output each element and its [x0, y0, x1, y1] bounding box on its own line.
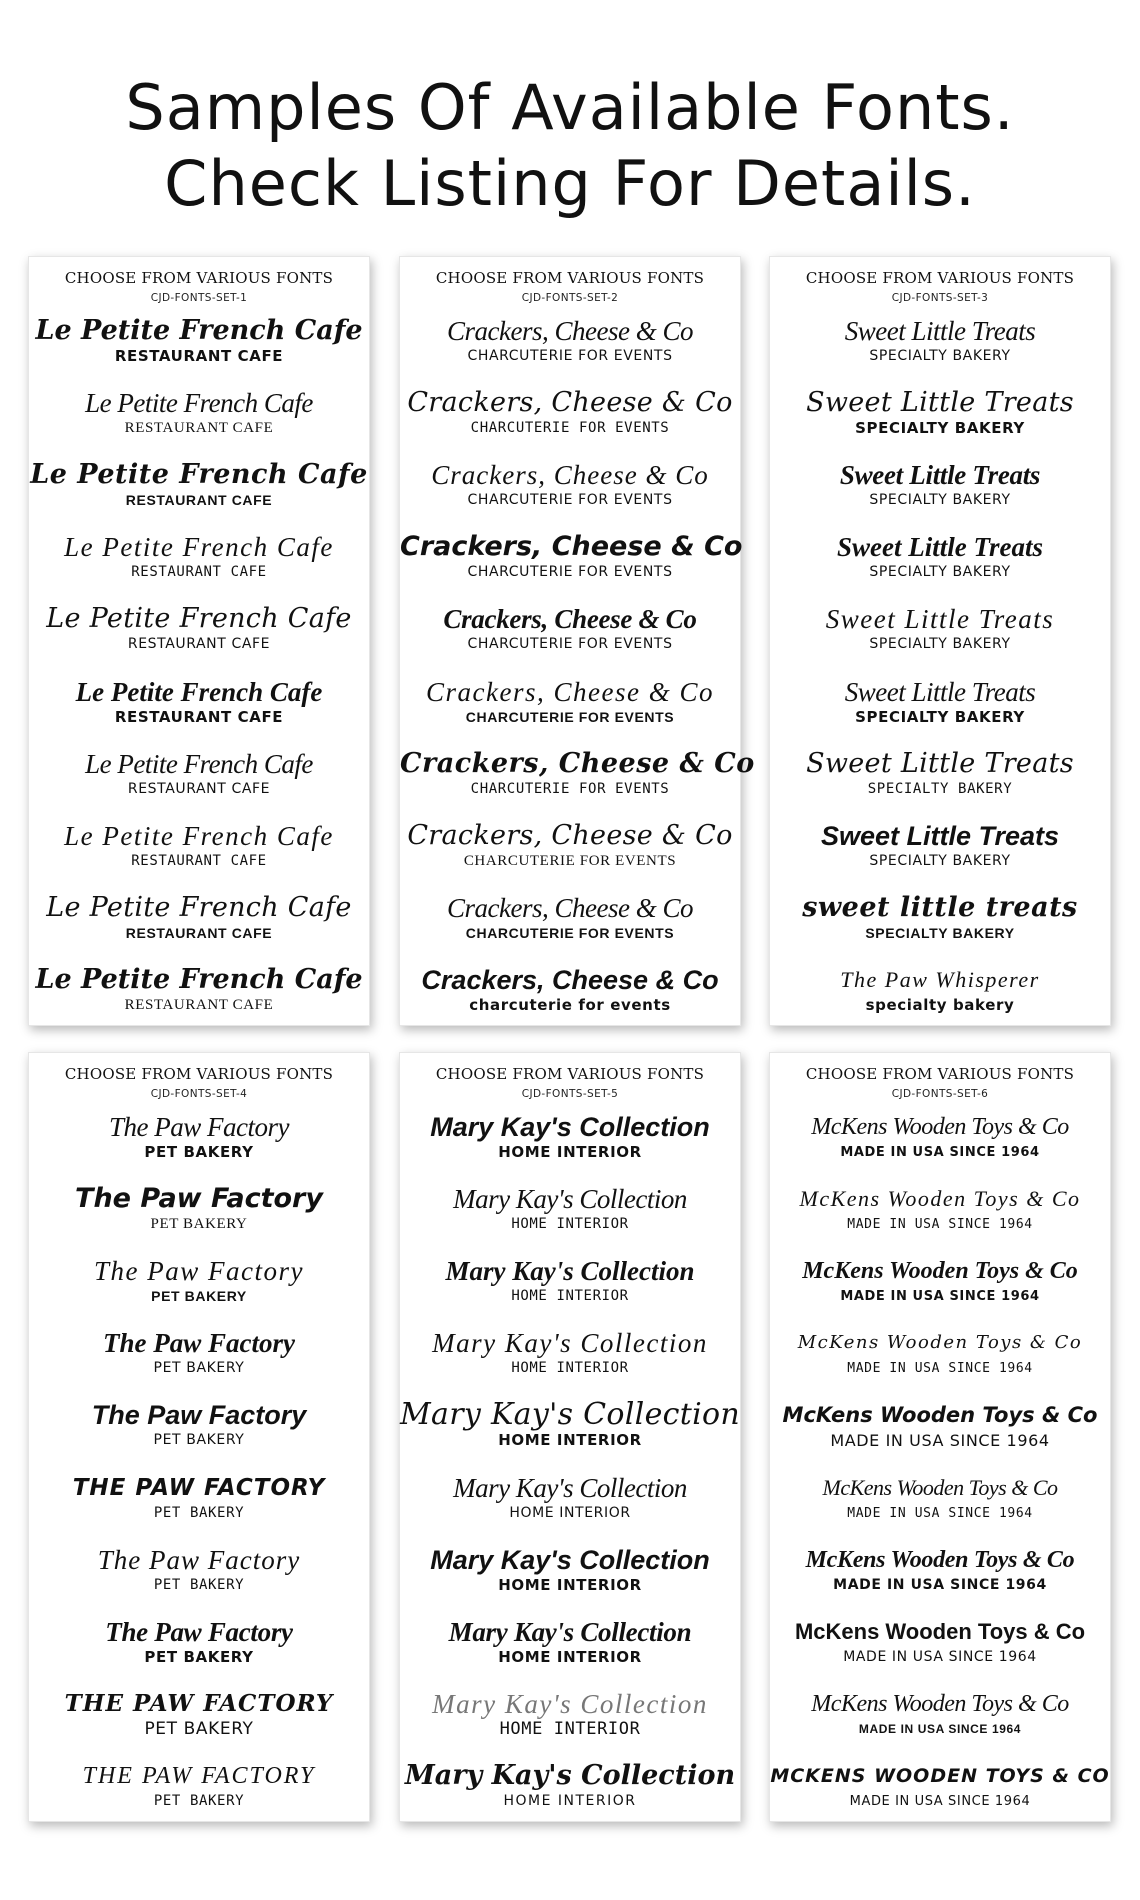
- font-sample: [400, 1760, 740, 1811]
- font-sample: [400, 1688, 740, 1739]
- sample-name: THE PAW FACTORY: [72, 1474, 326, 1501]
- font-set-card-6: [769, 1052, 1111, 1822]
- sample-tagline: SPECIALTY BAKERY: [869, 348, 1011, 364]
- font-sample: [770, 892, 1110, 943]
- card-heading: CHOOSE FROM VARIOUS FONTS: [64, 1065, 334, 1083]
- sample-tagline: RESTAURANT CAFE: [124, 996, 274, 1013]
- font-sample: [770, 1760, 1110, 1811]
- font-sample: [770, 1399, 1110, 1450]
- font-sample: [29, 315, 369, 366]
- font-sample: [29, 1111, 369, 1162]
- sample-name: McKens Wooden Toys & Co: [799, 1186, 1081, 1212]
- sample-tagline: SPECIALTY BAKERY: [869, 564, 1011, 581]
- sample-tagline: MADE IN USA SINCE 1964: [858, 1721, 1022, 1736]
- sample-tagline: MADE IN USA SINCE 1964: [847, 1361, 1033, 1377]
- sample-tagline: specialty bakery: [865, 995, 1015, 1014]
- font-sample: [770, 1255, 1110, 1306]
- sample-name: Sweet Little Treats: [825, 604, 1055, 635]
- font-sample-list: [400, 1111, 740, 1811]
- sample-tagline: HOME INTERIOR: [498, 1143, 642, 1161]
- sample-tagline: MADE IN USA SINCE 1964: [840, 1289, 1040, 1305]
- sample-tagline: PET BAKERY: [153, 1792, 245, 1809]
- sample-tagline: CHARCUTERIE FOR EVENTS: [470, 780, 670, 797]
- sample-name: McKens Wooden Toys & Co: [802, 1258, 1078, 1285]
- font-sample: [29, 1688, 369, 1739]
- sample-name: Mary Kay's Collection: [430, 1544, 710, 1575]
- font-sample: [400, 603, 740, 654]
- font-sample: [29, 459, 369, 510]
- sample-tagline: HOME INTERIOR: [511, 1288, 629, 1305]
- sample-tagline: PET BAKERY: [144, 1143, 254, 1161]
- sample-name: Crackers, Cheese & Co: [400, 747, 755, 779]
- sample-name: Sweet Little Treats: [839, 460, 1041, 491]
- font-sample: [29, 531, 369, 582]
- font-sample: [400, 1111, 740, 1162]
- sample-tagline: MADE IN USA SINCE 1964: [840, 1145, 1040, 1160]
- sample-name: Crackers, Cheese & Co: [447, 316, 693, 346]
- sample-tagline: HOME INTERIOR: [498, 1575, 642, 1594]
- sample-name: McKens Wooden Toys & Co: [794, 1618, 1086, 1644]
- sample-name: McKens Wooden Toys & Co: [782, 1403, 1098, 1428]
- font-sample: [400, 1616, 740, 1667]
- font-sample-list: [29, 315, 369, 1015]
- font-set-card-5: [399, 1052, 741, 1822]
- font-sample: [29, 1760, 369, 1811]
- sample-name: Mary Kay's Collection: [445, 1256, 695, 1287]
- sample-tagline: PET BAKERY: [153, 1432, 245, 1449]
- font-sample: [29, 820, 369, 871]
- sample-name: The Paw Whisperer: [840, 966, 1040, 992]
- font-sample: [400, 1472, 740, 1523]
- font-sample: [770, 603, 1110, 654]
- sample-tagline: MADE IN USA SINCE 1964: [843, 1648, 1037, 1665]
- font-sample: [770, 1688, 1110, 1739]
- sample-name: Le Petite French Cafe: [46, 891, 352, 923]
- card-heading: CHOOSE FROM VARIOUS FONTS: [64, 269, 334, 287]
- sample-tagline: PET BAKERY: [151, 1288, 247, 1305]
- sample-tagline: HOME INTERIOR: [503, 1792, 637, 1809]
- sample-tagline: PET BAKERY: [153, 1504, 245, 1521]
- sample-name: Mary Kay's Collection: [432, 1328, 708, 1359]
- card-set-code: CJD-FONTS-SET-4: [150, 1088, 248, 1100]
- card-set-code: CJD-FONTS-SET-6: [891, 1088, 989, 1100]
- sample-name: The Paw Factory: [75, 1183, 323, 1215]
- sample-name: Le Petite French Cafe: [85, 748, 313, 779]
- font-sample: [400, 531, 743, 582]
- sample-name: McKens Wooden Toys & Co: [797, 1332, 1083, 1354]
- sample-tagline: CHARCUTERIE FOR EVENTS: [467, 636, 673, 653]
- sample-name: Crackers, Cheese & Co: [431, 460, 709, 491]
- sample-tagline: HOME INTERIOR: [498, 1647, 642, 1666]
- font-sample: [400, 892, 740, 943]
- sample-name: Sweet Little Treats: [806, 747, 1074, 779]
- sample-tagline: SPECIALTY BAKERY: [855, 419, 1025, 438]
- sample-tagline: SPECIALTY BAKERY: [855, 707, 1025, 726]
- sample-tagline: CHARCUTERIE FOR EVENTS: [467, 492, 673, 509]
- font-sample: [400, 1327, 740, 1378]
- sample-name: sweet little treats: [802, 891, 1078, 923]
- card-heading: CHOOSE FROM VARIOUS FONTS: [805, 1065, 1075, 1083]
- sample-name: Mary Kay's Collection: [448, 1616, 692, 1647]
- sample-tagline: CHARCUTERIE FOR EVENTS: [467, 348, 673, 364]
- sample-tagline: CHARCUTERIE FOR EVENTS: [463, 852, 677, 869]
- sample-tagline: RESTAURANT CAFE: [114, 347, 284, 365]
- sample-name: Le Petite French Cafe: [75, 676, 323, 707]
- font-sample: [400, 747, 755, 799]
- font-sample: [400, 676, 740, 727]
- font-sample: [770, 1616, 1110, 1667]
- sample-name: Le Petite French Cafe: [64, 820, 334, 851]
- sample-name: Le Petite French Cafe: [30, 459, 368, 491]
- sample-tagline: CHARCUTERIE FOR EVENTS: [465, 708, 675, 725]
- sample-name: The Paw Factory: [109, 1112, 289, 1142]
- sample-tagline: charcuterie for events: [469, 995, 671, 1014]
- sample-tagline: MADE IN USA SINCE 1964: [849, 1793, 1031, 1809]
- sample-name: McKens Wooden Toys & Co: [805, 1546, 1075, 1573]
- sample-tagline: HOME INTERIOR: [511, 1360, 629, 1377]
- headline-line-2: Check Listing For Details.: [164, 147, 976, 220]
- font-sample-list: [770, 1111, 1110, 1811]
- sample-name: THE PAW FACTORY: [64, 1689, 334, 1717]
- sample-name: The Paw Factory: [94, 1256, 304, 1287]
- font-sample-list: [770, 315, 1110, 1015]
- font-sample: [400, 964, 740, 1015]
- sample-name: Crackers, Cheese & Co: [443, 604, 697, 635]
- font-sample: [29, 603, 369, 654]
- sample-name: The Paw Factory: [97, 1544, 301, 1575]
- font-sample: [400, 1544, 740, 1595]
- sample-name: Sweet Little Treats: [820, 820, 1060, 851]
- sample-tagline: RESTAURANT CAFE: [127, 636, 271, 653]
- sample-name: Crackers, Cheese & Co: [447, 892, 693, 923]
- card-set-code: CJD-FONTS-SET-1: [150, 292, 248, 304]
- font-sample: [770, 531, 1110, 582]
- font-sample: [770, 676, 1110, 727]
- font-sample: [29, 1183, 369, 1234]
- sample-name: The Paw Factory: [103, 1328, 295, 1359]
- sample-tagline: RESTAURANT CAFE: [125, 492, 273, 509]
- font-sample: [770, 1327, 1110, 1378]
- headline-line-1: Samples Of Available Fonts.: [125, 71, 1015, 144]
- sample-name: Le Petite French Cafe: [35, 963, 363, 995]
- font-sample: [400, 1399, 740, 1450]
- sample-tagline: PET BAKERY: [153, 1576, 245, 1593]
- font-sample: [400, 1255, 740, 1306]
- sample-name: McKens Wooden Toys & Co: [822, 1474, 1058, 1500]
- sample-name: Sweet Little Treats: [844, 676, 1036, 707]
- page-headline: [0, 70, 1140, 222]
- sample-tagline: SPECIALTY BAKERY: [865, 924, 1015, 941]
- sample-name: THE PAW FACTORY: [82, 1762, 316, 1789]
- sample-tagline: HOME INTERIOR: [509, 1504, 631, 1521]
- font-sample: [770, 1111, 1110, 1162]
- sample-tagline: SPECIALTY BAKERY: [869, 852, 1011, 869]
- font-sample: [29, 748, 369, 799]
- sample-tagline: CHARCUTERIE FOR EVENTS: [467, 564, 673, 581]
- font-sample: [770, 820, 1110, 871]
- sample-name: Mary Kay's Collection: [453, 1184, 687, 1215]
- sample-tagline: HOME INTERIOR: [511, 1216, 629, 1233]
- sample-tagline: HOME INTERIOR: [498, 1431, 642, 1450]
- font-sample: [29, 1544, 369, 1595]
- font-sample: [29, 1472, 369, 1523]
- sample-tagline: PET BAKERY: [150, 1216, 248, 1233]
- font-sample: [29, 1399, 369, 1450]
- font-sample: [770, 964, 1110, 1015]
- sample-name: Mary Kay's Collection: [430, 1112, 710, 1142]
- card-heading: CHOOSE FROM VARIOUS FONTS: [805, 269, 1075, 287]
- sample-tagline: MADE IN USA SINCE 1964: [833, 1576, 1047, 1593]
- sample-tagline: RESTAURANT CAFE: [131, 852, 267, 869]
- font-sample: [29, 676, 369, 727]
- sample-tagline: SPECIALTY BAKERY: [867, 780, 1013, 797]
- font-sample: [770, 459, 1110, 510]
- sample-name: Mary Kay's Collection: [404, 1759, 736, 1791]
- card-set-code: CJD-FONTS-SET-3: [891, 292, 989, 304]
- font-sample: [29, 1616, 369, 1667]
- sample-name: Sweet Little Treats: [844, 316, 1036, 346]
- sample-name: Crackers, Cheese & Co: [407, 819, 733, 851]
- font-sample: [400, 315, 740, 366]
- sample-tagline: RESTAURANT CAFE: [125, 924, 273, 941]
- font-sample: [29, 387, 369, 438]
- sample-tagline: SPECIALTY BAKERY: [869, 636, 1011, 653]
- font-sample: [29, 964, 369, 1015]
- sample-tagline: HOME INTERIOR: [499, 1718, 641, 1739]
- sample-name: MCKENS WOODEN TOYS & CO: [770, 1764, 1110, 1787]
- font-sample: [400, 459, 740, 510]
- sample-name: Mary Kay's Collection: [453, 1472, 687, 1503]
- font-set-card-4: [28, 1052, 370, 1822]
- sample-name: Sweet Little Treats: [806, 387, 1074, 419]
- sample-name: Le Petite French Cafe: [64, 532, 334, 563]
- font-set-card-3: [769, 256, 1111, 1026]
- sample-name: Le Petite French Cafe: [46, 603, 352, 635]
- card-set-code: CJD-FONTS-SET-2: [521, 292, 619, 304]
- font-sample: [400, 387, 740, 438]
- sample-name: The Paw Factory: [91, 1400, 307, 1431]
- sample-tagline: MADE IN USA SINCE 1964: [847, 1505, 1033, 1521]
- sample-name: Crackers, Cheese & Co: [407, 387, 733, 419]
- sample-tagline: RESTAURANT CAFE: [124, 420, 274, 437]
- font-sample: [770, 1544, 1110, 1595]
- sample-name: Crackers, Cheese & Co: [400, 531, 743, 563]
- sample-tagline: CHARCUTERIE FOR EVENTS: [465, 924, 675, 941]
- sample-tagline: RESTAURANT CAFE: [114, 707, 284, 726]
- font-sample: [29, 1255, 369, 1306]
- font-sample: [770, 387, 1110, 438]
- font-sample: [29, 892, 369, 943]
- sample-name: Mary Kay's Collection: [432, 1688, 708, 1719]
- font-sample: [770, 1472, 1110, 1523]
- font-sample: [400, 820, 740, 871]
- font-sample: [770, 748, 1110, 799]
- sample-name: Crackers, Cheese & Co: [426, 676, 714, 707]
- font-set-card-1: [28, 256, 370, 1026]
- sample-tagline: PET BAKERY: [153, 1360, 245, 1377]
- card-heading: CHOOSE FROM VARIOUS FONTS: [435, 1065, 705, 1083]
- sample-name: The Paw Factory: [105, 1616, 293, 1647]
- sample-tagline: PET BAKERY: [144, 1718, 254, 1739]
- sample-name: Crackers, Cheese & Co: [421, 964, 719, 995]
- card-set-code: CJD-FONTS-SET-5: [521, 1088, 619, 1100]
- sample-tagline: RESTAURANT CAFE: [131, 564, 267, 581]
- font-sample-list: [29, 1111, 369, 1811]
- sample-tagline: SPECIALTY BAKERY: [869, 492, 1011, 509]
- font-sample: [29, 1327, 369, 1378]
- font-sample: [770, 1183, 1110, 1234]
- sample-tagline: RESTAURANT CAFE: [127, 780, 271, 797]
- sample-tagline: PET BAKERY: [144, 1647, 254, 1666]
- sample-tagline: MADE IN USA SINCE 1964: [847, 1217, 1033, 1233]
- sample-name: Sweet Little Treats: [837, 532, 1043, 563]
- font-sample-list: [400, 315, 755, 1015]
- font-sample: [770, 315, 1110, 366]
- card-heading: CHOOSE FROM VARIOUS FONTS: [435, 269, 705, 287]
- font-set-card-2: [399, 256, 755, 1026]
- sample-tagline: CHARCUTERIE FOR EVENTS: [470, 420, 670, 437]
- sample-tagline: MADE IN USA SINCE 1964: [830, 1431, 1050, 1451]
- sample-name: McKens Wooden Toys & Co: [811, 1690, 1069, 1717]
- sample-name: McKens Wooden Toys & Co: [811, 1114, 1069, 1140]
- sample-name: Mary Kay's Collection: [400, 1397, 740, 1433]
- sample-name: Le Petite French Cafe: [35, 315, 363, 346]
- font-sample: [400, 1183, 740, 1234]
- sample-name: Le Petite French Cafe: [85, 388, 313, 419]
